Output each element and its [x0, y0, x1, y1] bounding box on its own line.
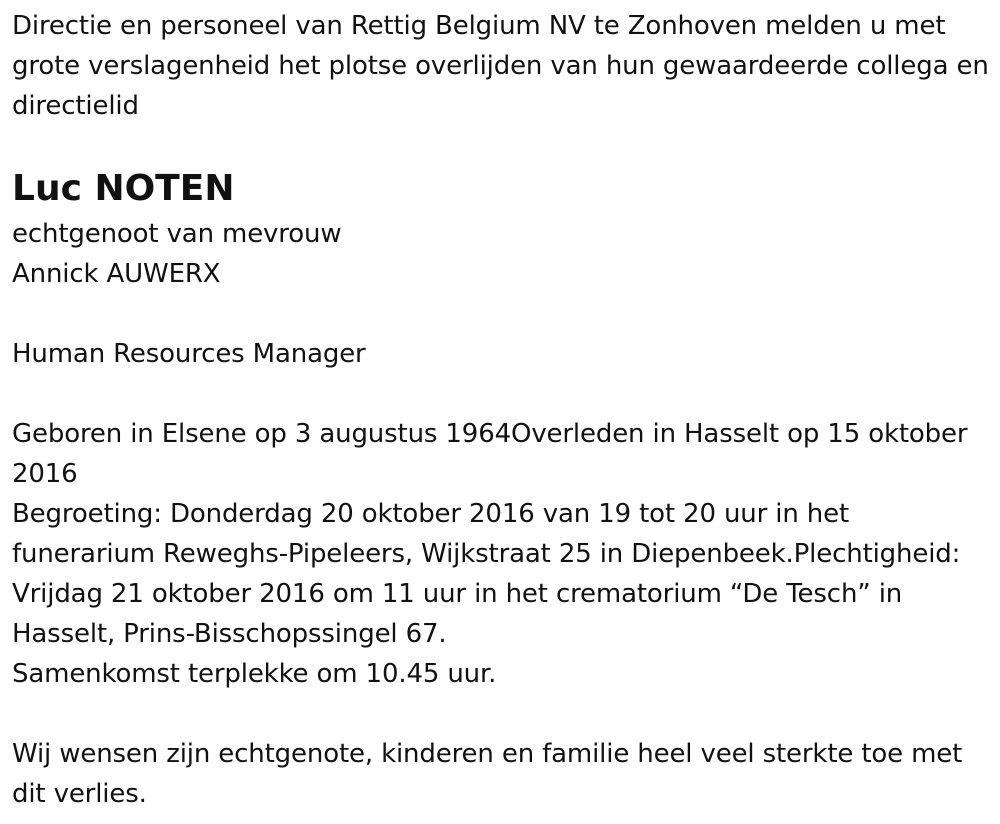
- deceased-name: Luc NOTEN: [12, 168, 235, 209]
- job-title: Human Resources Manager: [12, 339, 366, 369]
- spouse-line-1: echtgenoot van mevrouw: [12, 219, 342, 249]
- obituary-notice: [12, 6, 994, 814]
- closing-paragraph: Wij wensen zijn echtgenote, kinderen en familie heel veel sterkte toe met dit verlies.: [12, 739, 963, 809]
- spacer: [12, 294, 994, 334]
- ceremony-paragraph: [12, 494, 994, 654]
- spouse-name: Annick AUWERX: [12, 259, 221, 289]
- gathering-info: Samenkomst terplekke om 10.45 uur.: [12, 659, 497, 689]
- death-info: Overleden in Hasselt op 15 oktober 2016: [12, 419, 968, 489]
- dates-paragraph: [12, 414, 994, 494]
- ceremony-info: Plechtigheid: Vrijdag 21 oktober 2016 om 11 uur in het crematorium “De Tesch” in Hasselt, Prins-Bisschopssingel 67.: [12, 539, 961, 649]
- spouse-info: [12, 214, 994, 294]
- intro-paragraph: Directie en personeel van Rettig Belgium NV te Zonhoven melden u met grote verslagenheid het plotse overlijden van hun gewaardeerde collega en directielid: [12, 11, 989, 121]
- spacer: [12, 374, 994, 414]
- greeting-info: Begroeting: Donderdag 20 oktober 2016 van 19 tot 20 uur in het funerarium Reweghs-Pipeleers, Wijkstraat 25 in Diepenbeek.: [12, 499, 849, 569]
- birth-info: Geboren in Elsene op 3 augustus 1964: [12, 419, 511, 449]
- spacer: [12, 694, 994, 734]
